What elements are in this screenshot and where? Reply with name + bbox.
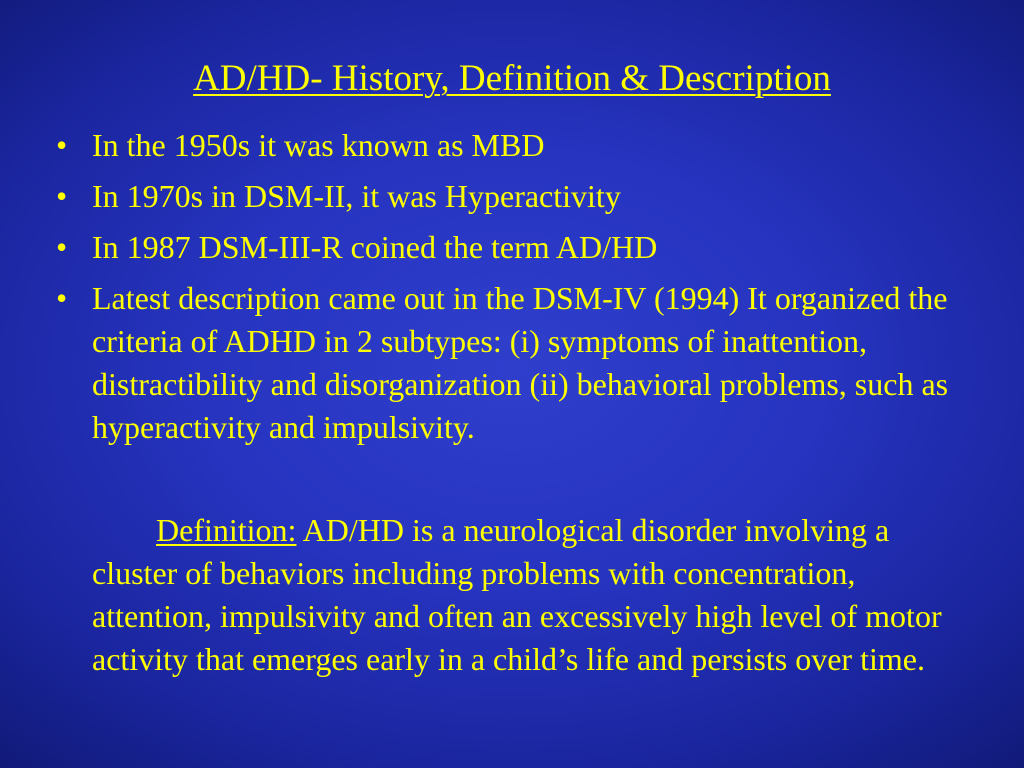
definition-label: Definition: xyxy=(156,512,297,548)
bullet-marker: • xyxy=(56,280,68,316)
bullet-item xyxy=(52,277,977,449)
bullet-item xyxy=(52,226,977,269)
bullet-text: In the 1950s it was known as MBD xyxy=(92,127,545,163)
bullet-marker: • xyxy=(56,229,68,265)
bullet-marker: • xyxy=(56,127,68,163)
definition-text: AD/HD is a neurological disorder involving a cluster of behaviors including problems with concentration, attention, impulsivity and often an excessively high level of motor activity that emerges early in a child’s life and persists over time. xyxy=(92,512,942,677)
definition-paragraph xyxy=(92,509,977,681)
bullet-text: Latest description came out in the DSM-IV (1994) It organized the criteria of ADHD in 2 subtypes: (i) symptoms of inattention, distractibility and disorganization (ii) behavioral problems, such as hyperactivity and impulsivity. xyxy=(92,280,949,445)
bullet-item xyxy=(52,124,977,167)
bullet-text: In 1970s in DSM-II, it was Hyperactivity xyxy=(92,178,621,214)
slide-title: AD/HD- History, Definition & Description xyxy=(193,58,831,99)
bullet-text: In 1987 DSM-III-R coined the term AD/HD xyxy=(92,229,658,265)
bullet-marker: • xyxy=(56,178,68,214)
bullet-item xyxy=(52,175,977,218)
bullet-list xyxy=(52,124,977,457)
